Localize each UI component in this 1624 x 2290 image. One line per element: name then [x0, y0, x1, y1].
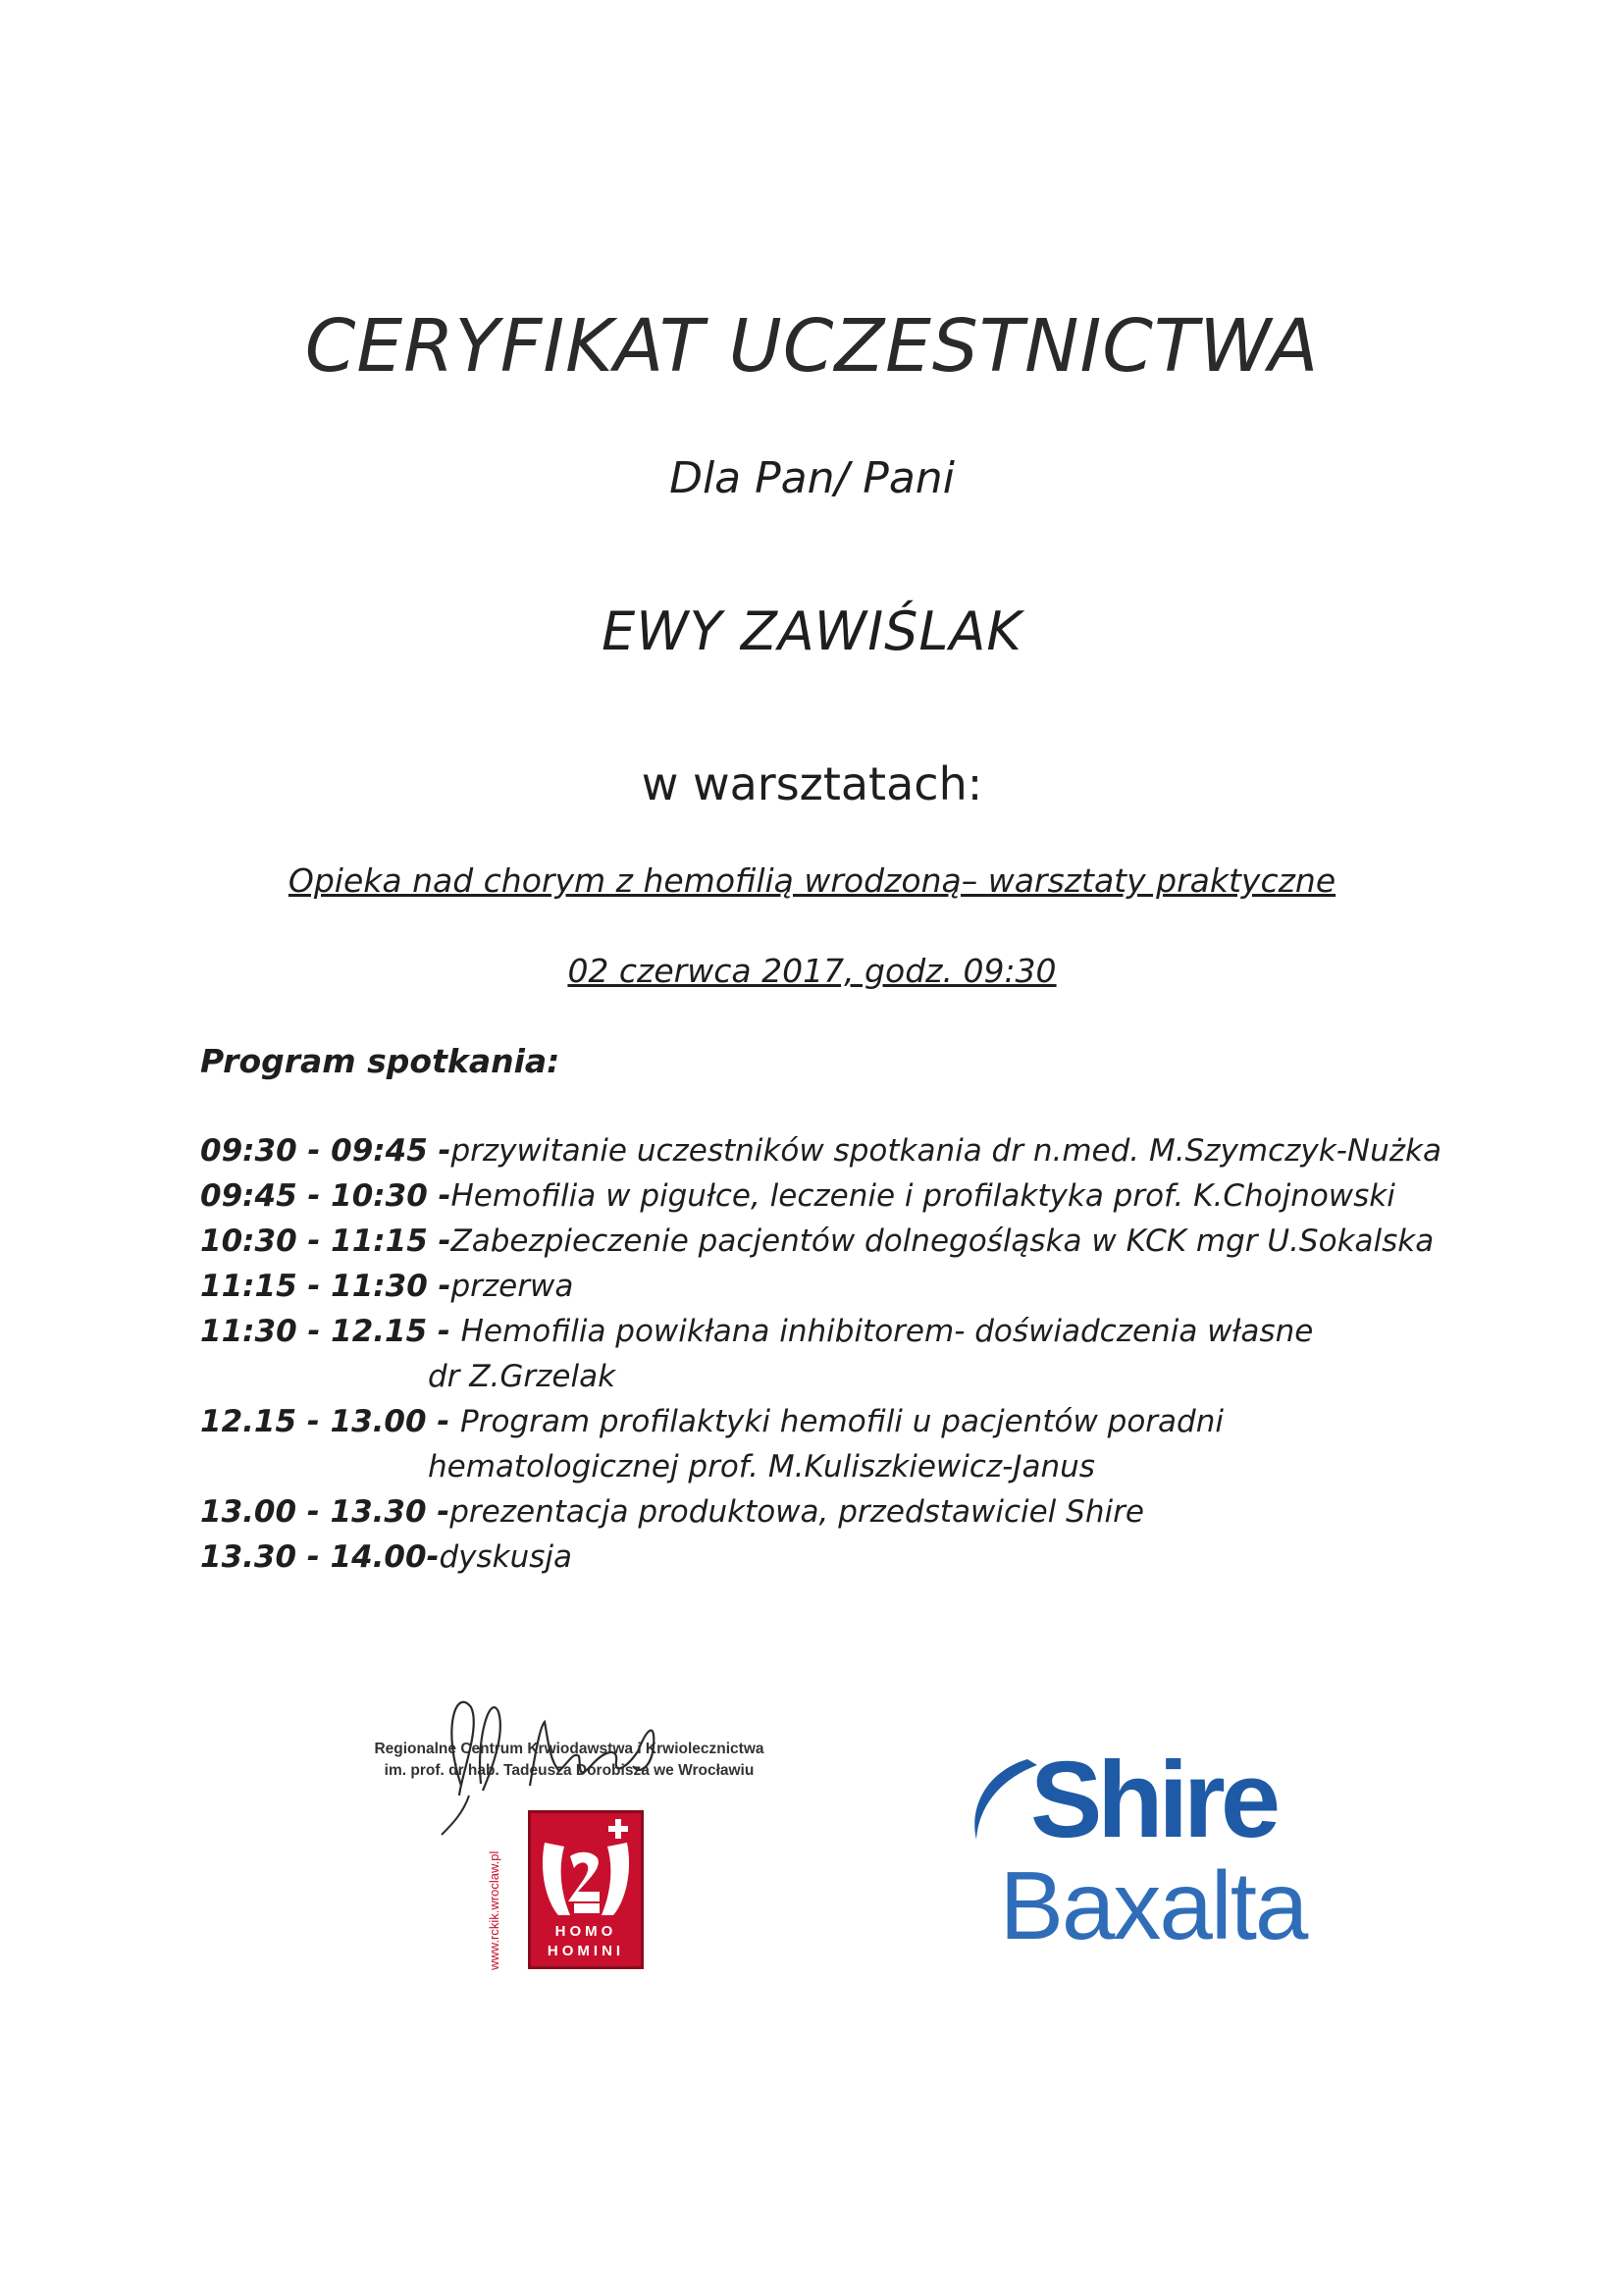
rckik-url: www.rckik.wroclaw.pl — [487, 1850, 501, 1970]
schedule-time: 10:30 - 11:15 - — [200, 1223, 451, 1259]
workshop-topic: Opieka nad chorym z hemofilią wrodzoną– warsztaty praktyczne — [288, 861, 1336, 900]
schedule-text: Zabezpieczenie pacjentów dolnegośląska w KCK mgr U.Sokalska — [450, 1223, 1435, 1259]
schedule-text-continued: dr Z.Grzelak — [428, 1359, 616, 1394]
shire-baxalta-logo — [967, 1742, 1339, 1977]
schedule-item — [200, 1219, 1574, 1264]
schedule-time: 09:30 - 09:45 - — [200, 1133, 451, 1169]
org-line-1: Regionalne Centrum Krwiodawstwa i Krwiolecznictwa — [374, 1741, 764, 1757]
schedule-text: Hemofilia w pigułce, leczenie i profilaktyka prof. K.Chojnowski — [450, 1178, 1395, 1214]
schedule-text: dyskusja — [439, 1539, 572, 1575]
schedule-item — [200, 1309, 1574, 1399]
schedule-time: 12.15 - 13.00 - — [200, 1404, 461, 1439]
workshop-label: w warsztatach: — [641, 757, 983, 810]
workshop-date: 02 czerwca 2017, godz. 09:30 — [567, 952, 1057, 990]
certificate-title: CERYFIKAT UCZESTNICTWA — [304, 304, 1320, 389]
schedule-time: 09:45 - 10:30 - — [200, 1178, 451, 1214]
homo-homini-logo — [528, 1810, 644, 1969]
schedule-item — [200, 1264, 1574, 1309]
schedule-time: 11:15 - 11:30 - — [200, 1269, 451, 1304]
program-schedule — [200, 1128, 1574, 1580]
schedule-item — [200, 1489, 1574, 1535]
org-line-2: im. prof. dr hab. Tadeusza Dorobisza we Wrocławiu — [384, 1762, 755, 1779]
schedule-time: 13.30 - 14.00- — [200, 1539, 440, 1575]
schedule-text: prezentacja produktowa, przedstawiciel Shire — [449, 1494, 1144, 1530]
schedule-text: Program profilaktyki hemofili u pacjentów poradni — [460, 1404, 1224, 1439]
schedule-time: 11:30 - 12.15 - — [200, 1314, 461, 1349]
baxalta-wordmark: Baxalta — [999, 1851, 1307, 1959]
schedule-text: przywitanie uczestników spotkania dr n.med. M.Szymczyk-Nużka — [450, 1133, 1441, 1169]
homini-text: HOMINI — [547, 1943, 625, 1959]
shire-wordmark: Shire — [1029, 1740, 1277, 1860]
program-heading: Program spotkania: — [200, 1042, 560, 1080]
schedule-item — [200, 1399, 1574, 1489]
homo-text: HOMO — [554, 1923, 617, 1940]
recipient-name: EWY ZAWIŚLAK — [602, 600, 1022, 662]
schedule-text: przerwa — [450, 1269, 574, 1304]
schedule-time: 13.00 - 13.30 - — [200, 1494, 450, 1530]
schedule-item — [200, 1535, 1574, 1580]
schedule-item — [200, 1128, 1574, 1173]
schedule-text-continued: hematologicznej prof. M.Kuliszkiewicz-Janus — [428, 1449, 1095, 1484]
schedule-item — [200, 1173, 1574, 1219]
schedule-text: Hemofilia powikłana inhibitorem- doświadczenia własne — [460, 1314, 1314, 1349]
for-label: Dla Pan/ Pani — [669, 453, 955, 503]
